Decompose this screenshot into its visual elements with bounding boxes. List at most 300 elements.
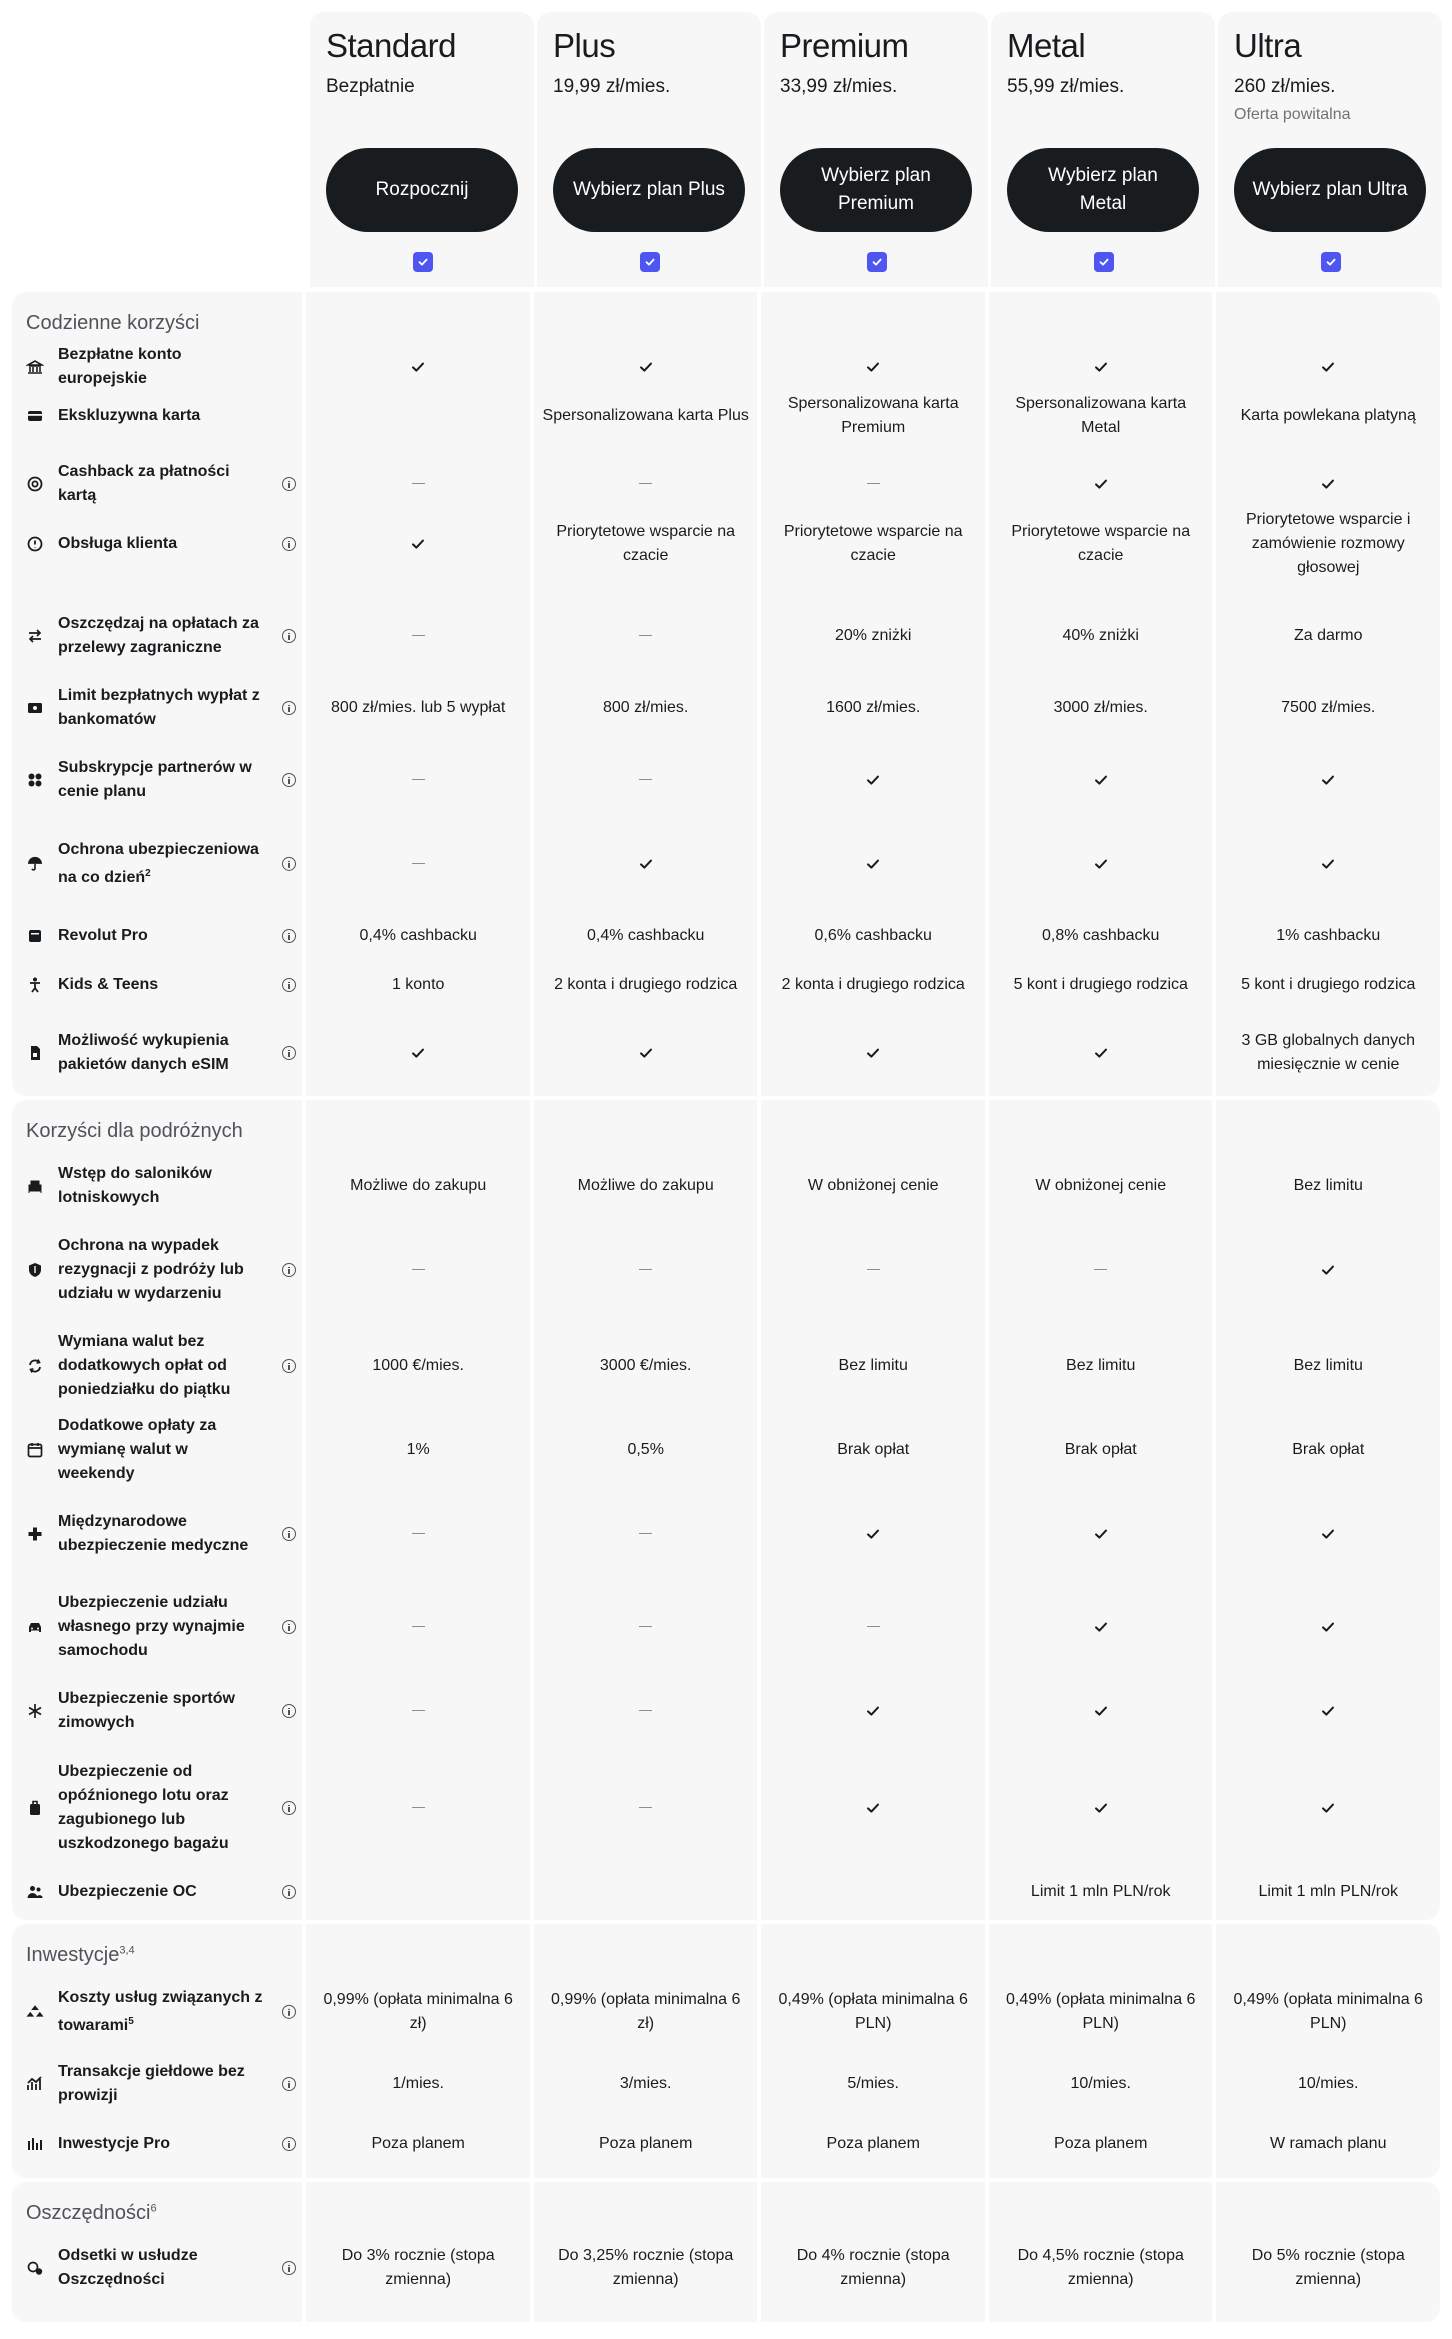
check-icon [1320,1703,1336,1719]
dash-icon [639,779,652,780]
plan-values-column-plus [534,1924,758,2178]
checkmark-icon [417,256,429,268]
plan-values-column-premium [761,292,985,1096]
shield-icon [26,1261,44,1279]
checkmark-icon [871,256,883,268]
feature-row-label [26,1330,296,1402]
feature-row-label [26,404,296,428]
value-cell: 800 zł/mies. [603,699,689,716]
not-included-cell [542,624,750,648]
info-icon[interactable] [282,629,296,643]
included-cell [769,1699,977,1723]
value-cell: Poza planem [371,2135,465,2152]
included-cell [769,1041,977,1065]
value-cell: Karta powlekana platyną [1240,407,1416,424]
value-cell: 3000 zł/mies. [1053,699,1148,716]
not-included-cell [542,768,750,792]
included-cell [1224,472,1432,496]
exchange-icon [26,1357,44,1375]
footnote-marker: 5 [128,2015,134,2027]
value-cell: Spersonalizowana karta Plus [542,407,749,424]
check-icon [410,359,426,375]
included-cell [1224,768,1432,792]
plan-checkbox[interactable] [640,252,660,272]
plan-values-column-plus [534,2182,758,2322]
not-included-cell [314,768,522,792]
dash-icon [639,1533,652,1534]
value-cell: Spersonalizowana karta Metal [1015,395,1187,436]
info-icon[interactable] [282,2005,296,2019]
value-cell: 0,4% cashbacku [586,927,705,944]
check-icon [410,536,426,552]
start-standard-button[interactable]: Rozpocznij [326,148,518,232]
plan-checkbox[interactable] [413,252,433,272]
feature-label-text: Możliwość wykupienia pakietów danych eSIM [58,1032,229,1073]
feature-label [58,756,268,804]
value-cell: 0,4% cashbacku [359,927,477,944]
included-cell [769,1522,977,1546]
footnote-marker: 3,4 [119,1944,135,1957]
feature-row-label [26,532,296,556]
included-cell [1224,1522,1432,1546]
checkmark-icon [1098,256,1110,268]
pro-icon [26,927,44,945]
check-icon [1093,1800,1109,1816]
value-cell: 5 kont i drugiego rodzica [1013,976,1188,993]
value-cell: W obniżonej cenie [807,1177,939,1194]
info-icon[interactable] [282,1801,296,1815]
included-cell [1224,355,1432,379]
check-icon [865,1703,881,1719]
value-cell: 0,6% cashbacku [814,927,932,944]
not-included-cell [314,1796,522,1820]
check-icon [1320,1800,1336,1816]
info-icon[interactable] [282,1885,296,1899]
section-title-text: Codzienne korzyści [26,312,200,334]
value-cell: Priorytetowe wsparcie i zamówienie rozmowy głosowej [1245,511,1411,576]
child-icon [26,976,44,994]
value-cell: 0,8% cashbacku [1042,927,1160,944]
plan-note: Oferta powitalna [1234,105,1351,123]
feature-row-label [26,2060,296,2108]
plan-values-column-ultra [1216,292,1440,1096]
dash-icon [412,1626,425,1627]
plan-values-column-metal [989,1100,1213,1920]
checkmark-icon [644,256,656,268]
info-icon[interactable] [282,2137,296,2151]
info-icon[interactable] [282,857,296,871]
feature-row-label [26,1687,296,1735]
section-title-text: Inwestycje [26,1944,120,1966]
feature-label [58,838,268,890]
check-icon [1320,1619,1336,1635]
feature-row-label [26,756,296,804]
value-cell: Do 5% rocznie (stopa zmienna) [1251,2247,1405,2288]
plan-note [1007,106,1199,124]
check-icon [638,359,654,375]
plan-note [780,106,972,124]
feature-row-label [26,1986,296,2038]
included-cell [314,532,522,556]
medical-icon [26,1525,44,1543]
plan-values-column-premium [761,1924,985,2178]
value-cell: 0,5% [627,1441,664,1458]
choose-plus-button[interactable]: Wybierz plan Plus [553,148,745,232]
feature-label-text: Kids & Teens [58,976,159,993]
plan-values-column-metal [989,292,1213,1096]
value-cell: Priorytetowe wsparcie na czacie [1011,523,1191,564]
choose-metal-button[interactable]: Wybierz plan Metal [1007,148,1199,232]
info-icon[interactable] [282,1359,296,1373]
value-cell: 800 zł/mies. lub 5 wypłat [331,699,506,716]
not-included-cell [314,1258,522,1282]
plan-checkbox[interactable] [867,252,887,272]
feature-label-column [12,1100,302,1920]
dash-icon [639,483,652,484]
feature-label [58,973,268,997]
check-icon [1093,1619,1109,1635]
included-cell [997,1041,1205,1065]
included-cell [769,355,977,379]
feature-label-text: Transakcje giełdowe bez prowizji [58,2063,245,2104]
feature-label [58,1162,268,1210]
value-cell: 7500 zł/mies. [1281,699,1376,716]
included-cell [1224,1615,1432,1639]
check-icon [1093,856,1109,872]
included-cell [542,852,750,876]
dash-icon [639,1807,652,1808]
value-cell: 3/mies. [619,2075,672,2092]
info-icon[interactable] [282,1620,296,1634]
feature-row-label [26,1029,296,1077]
value-cell: Poza planem [826,2135,920,2152]
feature-row-label [26,1591,296,1663]
value-cell: 0,49% (opłata minimalna 6 PLN) [778,1991,968,2032]
invest-pro-icon [26,2135,44,2153]
apps-icon [26,771,44,789]
value-cell: Brak opłat [1064,1441,1137,1458]
section-3 [12,2182,1440,2322]
feature-row-label [26,973,296,997]
value-cell: 3 GB globalnych danych miesięcznie w cenie [1241,1032,1415,1073]
check-icon [410,1045,426,1061]
included-cell [997,1615,1205,1639]
plan-values-column-plus [534,1100,758,1920]
snowflake-icon [26,1702,44,1720]
value-cell: Do 4% rocznie (stopa zmienna) [796,2247,950,2288]
not-included-cell [542,1522,750,1546]
calendar-icon [26,1441,44,1459]
not-included-cell [542,1699,750,1723]
value-cell: 10/mies. [1070,2075,1131,2092]
feature-label [58,1760,268,1856]
dash-icon [412,483,425,484]
not-included-cell [769,1615,977,1639]
value-cell: Poza planem [599,2135,693,2152]
feature-label [58,1986,268,2038]
feature-label-column [12,292,302,1096]
value-cell: Brak opłat [1292,1441,1365,1458]
feature-label-text: Ubezpieczenie od opóźnionego lotu oraz zagubionego lub uszkodzonego bagażu [58,1763,229,1852]
plan-values-column-standard [306,2182,530,2322]
info-icon[interactable] [282,1704,296,1718]
info-icon[interactable] [282,1046,296,1060]
check-icon [1320,476,1336,492]
value-cell: 1000 €/mies. [372,1357,464,1374]
dash-icon [412,863,425,864]
value-cell: 0,49% (opłata minimalna 6 PLN) [1233,1991,1423,2032]
feature-label-text: Inwestycje Pro [58,2135,171,2152]
check-icon [865,359,881,375]
section-title [26,312,288,335]
dash-icon [639,1710,652,1711]
value-cell: Bez limitu [1066,1357,1136,1374]
check-icon [1320,359,1336,375]
not-included-cell [542,1615,750,1639]
not-included-cell [542,472,750,496]
dash-icon [639,635,652,636]
dash-icon [867,1269,880,1270]
feature-label [58,1880,268,1904]
not-included-cell [314,472,522,496]
check-icon [1320,1262,1336,1278]
value-cell: 0,49% (opłata minimalna 6 PLN) [1006,1991,1196,2032]
feature-label-text: Koszty usług związanych z towarami [58,1988,263,2035]
feature-row-label [26,343,296,391]
info-icon[interactable] [282,1527,296,1541]
plan-checkbox[interactable] [1094,252,1114,272]
check-icon [865,1800,881,1816]
plan-values-column-standard [306,292,530,1096]
dash-icon [639,1626,652,1627]
transfer-icon [26,627,44,645]
choose-ultra-button[interactable]: Wybierz plan Ultra [1234,148,1426,232]
not-included-cell [542,1258,750,1282]
value-cell: 0,99% (opłata minimalna 6 zł) [323,1991,513,2032]
people-icon [26,1883,44,1901]
value-cell: Priorytetowe wsparcie na czacie [556,523,736,564]
value-cell: Możliwe do zakupu [577,1177,714,1194]
commodities-icon [26,2003,44,2021]
feature-label [58,2132,268,2156]
feature-label [58,1330,268,1402]
not-included-cell [314,1615,522,1639]
feature-row-label [26,2244,296,2292]
plan-note [326,106,518,124]
feature-label [58,1234,268,1306]
plan-values-column-plus [534,292,758,1096]
feature-row-label [26,1760,296,1856]
check-icon [1093,1045,1109,1061]
check-icon [1320,856,1336,872]
plan-price: 19,99 zł/mies. [553,75,671,97]
included-cell [997,1699,1205,1723]
plan-name: Ultra [1234,27,1302,64]
plan-column-premium [764,12,988,287]
value-cell: Spersonalizowana karta Premium [787,395,959,436]
included-cell [314,355,522,379]
feature-row-label [26,2132,296,2156]
value-cell: 40% zniżki [1062,627,1139,644]
feature-label-column [12,1924,302,2178]
included-cell [769,768,977,792]
dash-icon [867,1626,880,1627]
check-icon [865,1045,881,1061]
check-icon [1320,1526,1336,1542]
plan-note [553,106,745,124]
plan-price: Bezpłatnie [326,75,415,97]
dash-icon [867,483,880,484]
info-icon[interactable] [282,2261,296,2275]
dash-icon [412,635,425,636]
checkmark-icon [1325,256,1337,268]
feature-label-column [12,2182,302,2322]
included-cell [542,1041,750,1065]
feature-row-label [26,1234,296,1306]
savings-icon [26,2259,44,2277]
feature-label-text: Międzynarodowe ubezpieczenie medyczne [58,1513,249,1554]
atm-icon [26,699,44,717]
value-cell: Brak opłat [837,1441,910,1458]
check-icon [1093,1526,1109,1542]
plan-price: 33,99 zł/mies. [780,75,898,97]
included-cell [997,355,1205,379]
value-cell: 1/mies. [392,2075,444,2092]
check-icon [1093,476,1109,492]
dash-icon [412,1807,425,1808]
plan-values-column-standard [306,1100,530,1920]
check-icon [638,856,654,872]
plan-column-standard [310,12,534,287]
included-cell [1224,1258,1432,1282]
included-cell [1224,1699,1432,1723]
info-icon[interactable] [282,929,296,943]
plan-checkbox[interactable] [1321,252,1341,272]
value-cell: Do 3,25% rocznie (stopa zmienna) [558,2247,734,2288]
not-included-cell [314,1699,522,1723]
not-included-cell [542,1796,750,1820]
footnote-marker: 6 [150,2202,157,2215]
plan-name: Premium [780,27,909,64]
value-cell: Limit 1 mln PLN/rok [1258,1883,1399,1900]
plan-values-column-metal [989,2182,1213,2322]
plan-name: Plus [553,27,616,64]
feature-label-text: Revolut Pro [58,927,148,944]
stocks-icon [26,2075,44,2093]
value-cell: 20% zniżki [834,627,912,644]
dash-icon [1094,1269,1107,1270]
feature-label [58,1510,268,1558]
feature-label [58,1414,268,1486]
included-cell [314,1041,522,1065]
feature-label [58,532,268,556]
value-cell: Bez limitu [1293,1357,1363,1374]
feature-label-text: Limit bezpłatnych wypłat z bankomatów [58,687,260,728]
feature-label [58,343,268,391]
info-icon[interactable] [282,1263,296,1277]
value-cell: 2 konta i drugiego rodzica [781,976,965,993]
info-icon[interactable] [282,978,296,992]
cashback-icon [26,475,44,493]
plan-values-column-standard [306,1924,530,2178]
feature-label-text: Oszczędzaj na opłatach za przelewy zagraniczne [58,615,259,656]
info-icon[interactable] [282,773,296,787]
plan-values-column-ultra [1216,1100,1440,1920]
feature-label-text: Ekskluzywna karta [58,407,201,424]
footnote-marker: 2 [145,867,151,879]
card-icon [26,407,44,425]
value-cell: Bez limitu [1293,1177,1363,1194]
feature-row-label [26,1880,296,1904]
feature-label-text: Ubezpieczenie sportów zimowych [58,1690,235,1731]
included-cell [997,1796,1205,1820]
plan-values-column-premium [761,1100,985,1920]
dash-icon [412,1533,425,1534]
not-included-cell [314,852,522,876]
info-icon[interactable] [282,701,296,715]
included-cell [997,852,1205,876]
not-included-cell [314,624,522,648]
car-icon [26,1618,44,1636]
not-included-cell [769,1258,977,1282]
check-icon [1093,1703,1109,1719]
value-cell: Limit 1 mln PLN/rok [1030,1883,1171,1900]
feature-label-text: Ubezpieczenie udziału własnego przy wynajmie samochodu [58,1594,245,1659]
value-cell: 10/mies. [1298,2075,1359,2092]
dash-icon [639,1269,652,1270]
plan-name: Standard [326,27,456,64]
info-icon[interactable] [282,537,296,551]
value-cell: W obniżonej cenie [1035,1177,1167,1194]
plan-values-column-metal [989,1924,1213,2178]
included-cell [997,768,1205,792]
check-icon [638,1045,654,1061]
section-title [26,2202,288,2225]
lounge-icon [26,1177,44,1195]
value-cell: Możliwe do zakupu [350,1177,487,1194]
info-icon[interactable] [282,2077,296,2091]
choose-premium-button[interactable]: Wybierz plan Premium [780,148,972,232]
section-1 [12,1100,1440,1920]
feature-label-text: Ochrona ubezpieczeniowa na co dzień [58,840,259,887]
value-cell: Do 3% rocznie (stopa zmienna) [341,2247,495,2288]
dash-icon [412,1710,425,1711]
feature-label-text: Subskrypcje partnerów w cenie planu [58,759,252,800]
section-title-text: Korzyści dla podróżnych [26,1120,243,1142]
feature-label-text: Wstęp do saloników lotniskowych [58,1165,212,1206]
check-icon [865,1526,881,1542]
value-cell: W ramach planu [1269,2135,1387,2152]
feature-label-text: Ubezpieczenie OC [58,1883,197,1900]
value-cell: Priorytetowe wsparcie na czacie [783,523,963,564]
value-cell: 0,99% (opłata minimalna 6 zł) [550,1991,741,2032]
feature-label-text: Obsługa klienta [58,535,178,552]
info-icon[interactable] [282,477,296,491]
plan-values-column-ultra [1216,1924,1440,2178]
dash-icon [412,779,425,780]
section-2 [12,1924,1440,2178]
feature-label-text: Bezpłatne konto europejskie [58,346,182,387]
value-cell: 5 kont i drugiego rodzica [1241,976,1416,993]
value-cell: Poza planem [1054,2135,1148,2152]
feature-label [58,924,268,948]
included-cell [997,1522,1205,1546]
feature-label [58,1591,268,1663]
value-cell: 1 konto [391,976,445,993]
feature-row-label [26,1162,296,1210]
umbrella-icon [26,855,44,873]
feature-label-text: Cashback za płatności kartą [58,463,230,504]
